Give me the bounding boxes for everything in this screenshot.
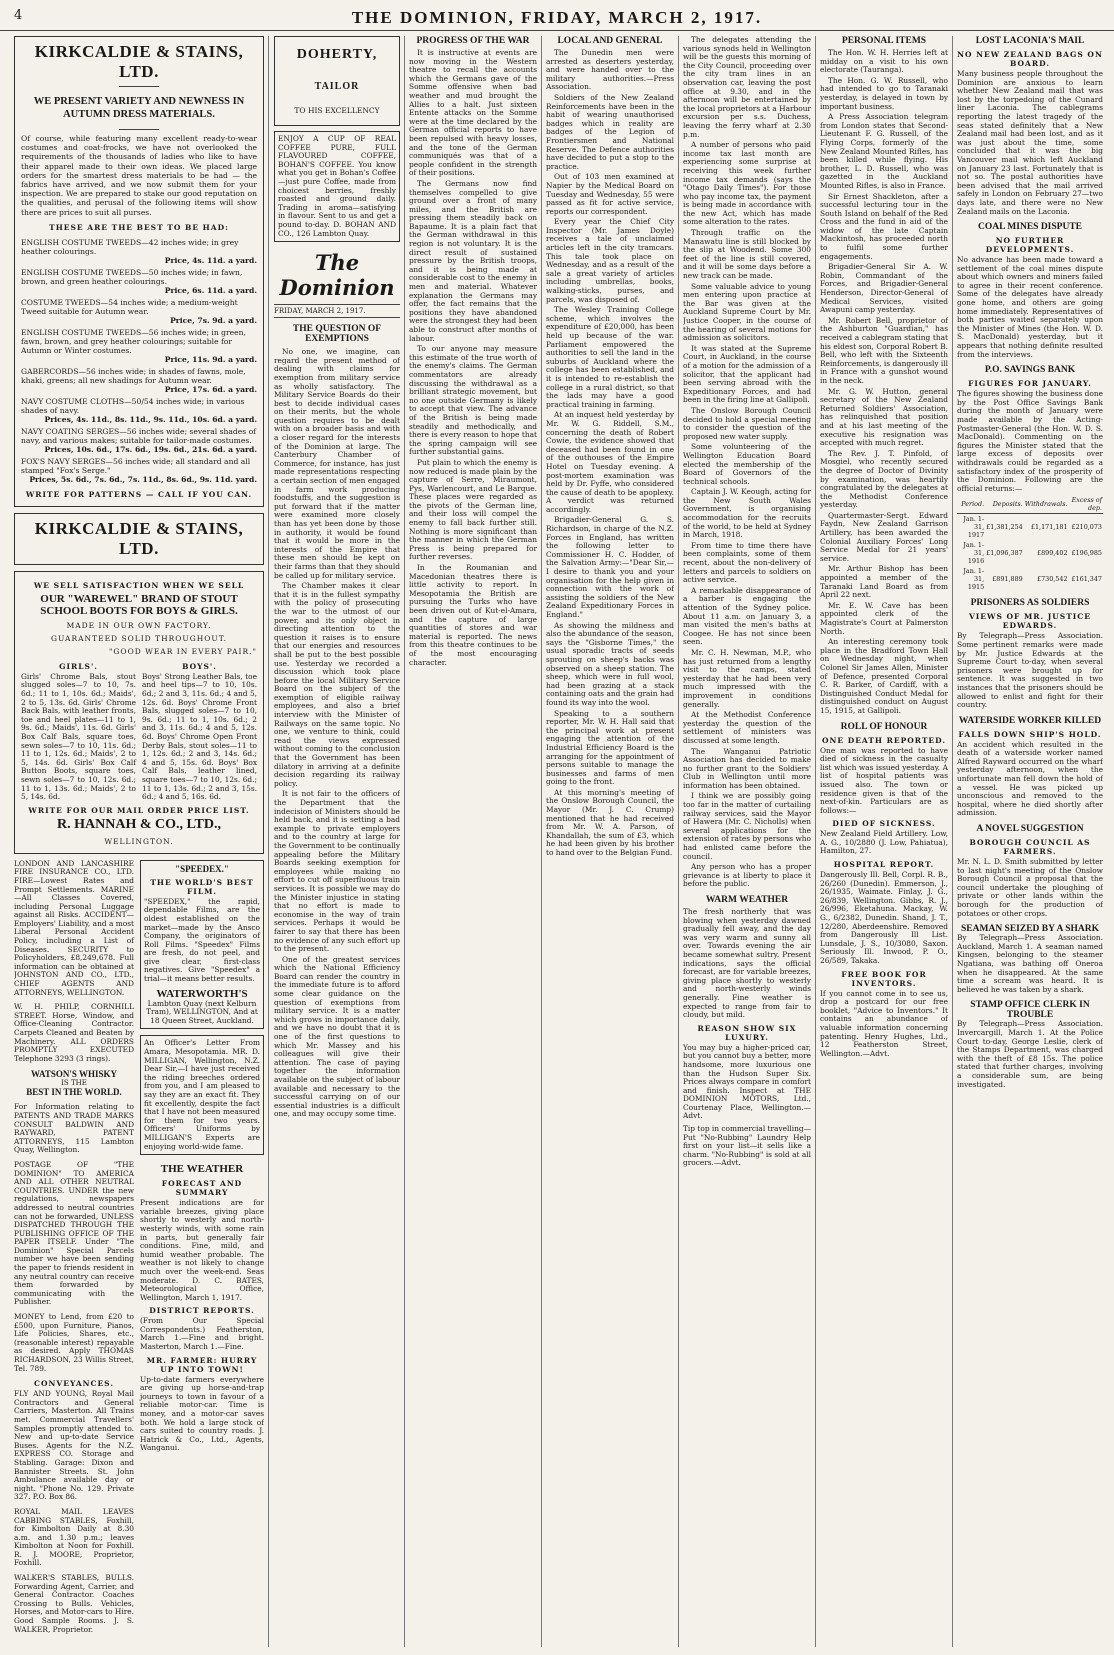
table-row (957, 566, 1103, 592)
girls-label: GIRLS'. (59, 661, 98, 671)
doherty-name: DOHERTY, (296, 47, 378, 62)
local-paragraph: Mr. C. H. Newman, M.P., who has just returned from a lengthy visit to the camps, stated yesterday that he had been very much impressed with the improvement in conditions generally. (683, 647, 811, 709)
prisoners-text: By Telegraph—Press Association. Some pertinent remarks were made by Mr. Justice Edwards at the Supreme Court to-day, when several prisoners were brought up for sentence. It was suggested in two instances that the prisoners should be allowed to enlist and fight for their country. (957, 631, 1103, 710)
warm-weather-text: The fresh northerly that was blowing when yesterday dawned gradually fell away, and the day was very warm and sunny all over. Towards evening the air became somewhat sultry. Present indications, says the official forecast, are for variable breezes, giving place shortly to westerly and north-westerly winds generally. Fine weather is expected to range from fair to cloudy, but mild. (683, 907, 811, 1020)
savings-header-cell: Withdrawals. (1024, 495, 1069, 514)
write-for-patterns: WRITE FOR PATTERNS — CALL IF YOU CAN. (25, 489, 253, 499)
novel-heading: A NOVEL SUGGESTION (976, 824, 1084, 835)
warewel-line-1: OUR "WAREWEL" BRAND OF STOUT (40, 592, 238, 605)
personal-paragraph: Mr. Arthur Bishop has been appointed a member of the Taranaki Land Board as from April 22 next. (820, 564, 948, 600)
forecast-text: Present indications are for variable breezes, giving place shortly to westerly and north-westerly winds, with some rain in parts, but generally fair conditions. Fine, mild, and humid weather probable. The weather is not likely to change much over the week-end. Seas moderate. D. C. BATES, Meteorological Office, Wellington, March 1, 1917. (140, 1198, 264, 1302)
prisoners-heading: PRISONERS AS SOLDIERS (970, 598, 1090, 609)
savings-table (957, 495, 1103, 592)
editorial-paragraph: No one, we imagine, can regard the present method of dealing with claims for exemption from military service as wholly satisfactory. The Military Service Boards do their best to decide individual cases on their merits, but the whole question requires to be dealt with on a broader basis and with a closer regard for the interests of the Dominion at large. The Canterbury Chamber of Commerce, for instance, has just made representations respecting a certain section of men engaged in farm work producing foodstuffs, and the suggestion is put forward that if the matter were examined more closely than has yet been done by those in authority, it would be found that it would be more in the interests of the Empire that these men should be kept on their farms than that they should be called up for military service. (274, 347, 400, 580)
guaranteed-line: GUARANTEED SOLID THROUGHOUT. (50, 633, 228, 643)
watsons-line-3: BEST IN THE WORLD. (26, 1087, 122, 1098)
savings-cell: Jan. 1-31, 1915 (963, 567, 985, 592)
coal-text: No advance has been made toward a settlement of the coal mines dispute about which owners and miners failed to agree in their recent conference. Some of the delegates have already gone home, and others are going home immediately. Representatives of both parties waited separately upon the Minister of Mines (the Hon. W. D. S. MacDonald) yesterday, but it appears that nothing definite resulted from the interviews. (957, 255, 1103, 359)
local-paragraph: Brigadier-General G. S. Richardson, in charge of the N.Z. Forces in England, has written the following letter to Commissioner H. C. Hodder, of the Salvation Army:—"Dear Sir,—I desire to thank you and your organisation for the help given in connection with the work of assisting the soldiers of the New Zealand Expeditionary Forces in England." (546, 515, 674, 619)
coal-heading: COAL MINES DISPUTE (978, 222, 1082, 233)
fabric-item (21, 367, 257, 394)
hannah-city: WELLINGTON. (104, 836, 174, 846)
table-row (957, 540, 1103, 566)
local-paragraph: Any person who has a proper grievance is at liberty to place it before the public. (683, 862, 811, 889)
hannah-name: R. HANNAH & CO., LTD., (57, 816, 221, 832)
prisoners-subheading: VIEWS OF MR. JUSTICE EDWARDS. (968, 612, 1091, 631)
local-paragraph: The Wanganui Patriotic Association has decided to make no further grant to the Soldiers' Club in Wellington until more information has been obtained. (683, 746, 811, 790)
personal-paragraph: A Press Association telegram from London states that Second-Lieutenant F. G. Russell, of the Flying Corps, formerly of the New Zealand Mounted Rifles, has been killed while flying. His brother, L. D. Russell, who was gazetted in the Auckland Mounted Rifles, is also in France. (820, 112, 948, 190)
local-paragraph: The delegates attending the various synods held in Wellington will be the guests this morning of the City Council, proceeding over the city tram lines in an observation car, leaving the post office at 9.30, and in the afternoon will be entertained by the local proprietors at a Harbour excursion per s.s. Duchess, leaving the ferry wharf at 2.30 p.m. (683, 36, 811, 139)
fabric-item (21, 427, 257, 454)
fabric-price: Prices, 4s. 11d., 8s. 11d., 9s. 11d., 10s. 6d. a yard. (44, 414, 257, 424)
autumn-headline: WE PRESENT VARIETY AND NEWNESS IN AUTUMN DRESS MATERIALS. (33, 96, 245, 120)
personal-column (820, 36, 948, 1647)
fabric-item (21, 298, 257, 325)
local-paragraph: Every year the Chief City Inspector (Mr. James Doyle) receives a tale of unclaimed articles left in the city tramcars. This tale took place on Wednesday, and as a result of the sale a great variety of articles including umbrellas, books, walking-sticks, purses, and parcels, was disposed of. (546, 217, 674, 304)
hospital-text: Dangerously Ill. Bell, Corpl. R. B., 26/260 (Dunedin). Emmerson, J., 26/1935, Waimate. Finlay, J. G., 26/839, Wellington. Gibbs, R. J., 26/996, Eketahuna. Mackay, W. G., 6/2382, Dunedin. Shand, J. T., 12/280, Aberdeenshire. Removed from Dangerously Ill List. Lunsdale, J. S., 10/3080, Saxon. Seriously Ill. Inwood, P. O., 26/589, Takaka. (820, 870, 948, 965)
bohan-coffee-advert (274, 131, 400, 242)
novel-text: Mr. N. L. D. Smith submitted by letter to last night's meeting of the Onslow Borough Council a proposal that the council undertake the ploughing of private or other lands within the borough for the production of potatoes or other crops. (957, 857, 1103, 918)
fabric-price: Prices, 5s. 6d., 7s. 6d., 7s. 11d., 8s. 6d., 9s. 11d. yard. (29, 474, 257, 484)
kirkcaldie-boots-advert (14, 513, 264, 565)
fabric-name: ENGLISH COSTUME TWEEDS—56 inches wide; in green, fawn, brown, and grey heather colourings; suitable for Autumn or Winter costumes. (21, 327, 246, 355)
local-body (546, 49, 674, 858)
waterworth-name: WATERWORTH'S (156, 987, 248, 1000)
fabric-item (21, 268, 257, 295)
coal-subheading: NO FURTHER DEVELOPMENTS. (985, 236, 1075, 255)
savings-cell: £899,402 (1037, 549, 1068, 558)
personal-paragraph: Brigadier-General Sir A. W. Robin, Commandant of the Forces, and Brigadier-General Henderson, Director-General of Medical Services, visited Awapuni camp yesterday. (820, 262, 948, 315)
royal-mail-advert: ROYAL MAIL LEAVES CABBING STABLES, Foxhill, for Kimbolton Daily at 8.30 a.m. and 1.30 p.m.; leaves Kimbolton at Noon for Foxhill. R. J. MOORE, Proprietor, Foxhill. (14, 1506, 134, 1568)
fabric-name: NAVY COSTUME CLOTHS—50/54 inches wide; in various shades of navy. (21, 396, 245, 415)
hannah-advert (14, 571, 264, 854)
fabric-list (21, 238, 257, 484)
war-paragraph: It is instructive at events are now moving in the Western theatre to recall the accounts which the Germans gave of the Somme offensive when bad weather and mud brought the Allies to a halt. Just sixteen Entente attacks on the Somme were at the time declared by the German official reports to have been repulsed with heavy losses, and the tone of the German communiqués was that of a people confident in the strength of their positions. (409, 48, 537, 178)
district-heading: DISTRICT REPORTS. (149, 1306, 255, 1316)
died-heading: DIED OF SICKNESS. (832, 819, 936, 829)
kirkcaldie-heading-2: KIRKCALDIE & STAINS, LTD. (34, 518, 244, 558)
dominion-nameplate: The Dominion (279, 250, 395, 301)
savings-cell: Jan. 1-31, 1916 (963, 541, 985, 566)
savings-cell: £196,985 (1071, 549, 1102, 558)
speedex-advert (140, 860, 264, 1030)
speedex-heading: "SPEEDEX." (175, 863, 229, 874)
roll-heading: ROLL OF HONOUR (840, 721, 928, 732)
personal-paragraph: The Rev. J. T. Pinfold, of Mosgiel, who recently secured the degree of Doctor of Divinity by examination, was heartily congratulated by the delegates at the Methodist Conference yesterday. (820, 448, 948, 510)
savings-cell: £1,096,387 (986, 549, 1023, 558)
war-column (409, 36, 537, 1647)
war-body (409, 49, 537, 667)
local-paragraph: Soldiers of the New Zealand Reinforcements have been in the habit of wearing unauthorised badges which in reality are badges of the Legion of Frontiersmen and National Reserve. The Defence authorities have decided to put a stop to the practice. (546, 92, 674, 171)
local-paragraph: The Onslow Borough Council decided to hold a special meeting to consider the question of the proposed new water supply. (683, 405, 811, 441)
fabric-item (21, 397, 257, 424)
savings-subheading: FIGURES FOR JANUARY. (968, 379, 1092, 389)
stamp-text: By Telegraph—Press Association. Invercargill, March 1. At the Police Court to-day, George Leslie, clerk of the Stamps Department, was charged with the theft of £8 15s. The police stated that further charges, involving a considerable sum, are being investigated. (957, 1019, 1103, 1089)
local-paragraph: A number of persons who paid income tax last month are experiencing some surprise at receiving this week further income tax demands (says the "Otago Daily Times"). For those who pay income tax, the payment is being made in accordance with the new Act, which has made some alteration to the rates. (683, 140, 811, 227)
local-continued-column (683, 36, 811, 1647)
laconia-text: Many business people throughout the Dominion are anxious to learn whether New Zealand mail that was lost by the torpedoing of the Cunard liner Laconia. The cablegrams reporting the latest tragedy of the seas stated definitely that a New Zealand mail had been lost, and as it was just about the time, some concluded that it was the big Vancouver mail which left Auckland on January 23 last. Fortunately that is not so. The postal authorities have been advised that the mail arrived safely in London on February 27—two days late, and there were no New Zealand mails on the Laconia. (957, 69, 1103, 216)
savings-text: The figures showing the business done by the Post Office Savings Bank during the month of January were made available by the Acting-Postmaster-General (the Hon. W. D. S. MacDonald). Commenting on the figures the Minister stated that the large excess of deposits over withdrawals could be regarded as a satisfactory index of the prosperity of the Dominion. Following are the official returns:— (957, 389, 1103, 493)
doherty-advert (274, 36, 400, 126)
girls-items: Girls' Chrome Bals, stout slugged soles—7 to 10, 7s. 6d.; 11 to 1, 10s. 6d.; Maids', 2 to 5, 13s. 6d. Girls' Chrome Back Bals, with leather fronts, toe and heel plates—11 to 1, 9s. 6d.; Maids', 11s. 6d. Girls' Box Calf Bals, square toes, sewn soles—7 to 10, 11s. 6d.; 11 to 1, 12s. 6d.; Maids', 2 to 5, 14s. 6d. Girls' Box Calf Button Boots, square toes, sewn soles—7 to 10, 12s. 6d.; 11 to 1, 13s. 6d.; Maids', 2 to 5, 14s. 6d. (21, 671, 136, 802)
personal-heading: PERSONAL ITEMS (841, 36, 927, 46)
fabric-price: Price, 7s. 9d. a yard. (170, 315, 257, 325)
boys-items: Boys' Strong Leather Bals, toe and heel tips—7 to 10, 10s. 6d.; 2 and 3, 11s. 6d.; 4 and 5, 12s. 6d. Boys' Chrome Front Bals, slugged soles—7 to 10, 9s. 6d.; 11 to 1, 10s. 6d.; 2 and 3, 11s. 6d.; 4 and 5, 12s. 6d. Boys' Chrome Open Front Derby Bals, stout soles—11 to 1, 12s. 6d.; 2 and 3, 14s. 6d.; 4 and 5, 15s. 6d. Boys' Box Calf Bals, leather lined, square toes—7 to 10, 12s. 6d.; 11 to 1, 13s. 6d.; 2 and 3, 15s. 6d.; 4 and 5, 16s. 6d. (142, 671, 257, 802)
savings-header-cell: Period. (957, 495, 985, 514)
local-paragraph: I think we are possibly going too far in the matter of curtailing railway services, said the Mayor of Hawera (Mr. C. Nicholls) when several applications for the extension of rates by persons who had enlisted came before the council. (683, 791, 811, 861)
boys-label: BOYS'. (182, 661, 217, 671)
personal-paragraph: The Hon. G. W. Russell, who had intended to go to Taranaki yesterday, is delayed in town by important business. (820, 75, 948, 111)
stamp-heading: STAMP OFFICE CLERK IN TROUBLE (970, 1000, 1090, 1021)
savings-header-row (957, 495, 1103, 514)
hatrick-text: Up-to-date farmers everywhere are giving up horse-and-trap journeys to town in favour of a reliable motor-car. Time is money, and a motor-car saves both. We hold a large stock of cars suited to country roads. J. Hatrick & Co., Ltd., Agents, Wanganui. (140, 1374, 264, 1453)
savings-cell: £1,381,254 (986, 523, 1023, 532)
war-paragraph: Put plain to which the enemy is now reduced is made plain by the capture of Serre, Miraumont, Pys, Warlencourt, and Le Barque. These places were regarded as the pivots of the German line, and their loss will compel the enemy to fall back further still. Nothing is more significant than the manner in which the German Press is being prepared for further reverses. (409, 457, 537, 562)
watsons-line-2: IS THE (61, 1079, 87, 1088)
fly-young-advert: FLY AND YOUNG, Royal Mail Contractors and General Carriers, Masterton. All Trains met. Commercial Travellers' Samples promptly attended to. New and up-to-date Service Buses. Agents for the N.Z. EXPRESS CO. Storage and Stabling. Garage: Dixon and Bannister Streets. St. John Ambulance available day or night. "Phone No. 129. Private 327. P.O. Box 86. (14, 1389, 134, 1502)
personal-paragraph: An interesting ceremony took place in the Bradford Town Hall on Wednesday night, when Colonel Sir James Allen, Minister of Defence, presented Corporal C. R. Barker, of Cardiff, with a Distinguished Conduct Medal for distinguished conduct on August 15, 1915, at Gallipoli. (820, 637, 948, 715)
fabric-price: Price, 6s. 11d. a yard. (164, 285, 257, 295)
savings-heading: P.O. SAVINGS BANK (984, 365, 1076, 376)
war-paragraph: To our anyone may measure this estimate of the true worth of the enemy's claims. The German commentators are already discussing the withdrawal as a brilliant strategic movement, but no one outside Germany is likely to accept that view. The advance of the British is being made steadily and methodically, and there is every reason to hope that the spring campaign will see further substantial gains. (409, 344, 537, 457)
local-column (546, 36, 674, 1647)
local-paragraph: Some valuable advice to young men entering upon practice at the Bar was given at the Auckland Supreme Court by Mr. Justice Cooper, in the course of the hearing of several motions for admission as solicitors. (683, 281, 811, 343)
fabric-name: FOX'S NAVY SERGES—56 inches wide; all standard and all stamped "Fox's Serge." (21, 456, 251, 475)
speedex-sub: THE WORLD'S BEST FILM. (150, 877, 254, 896)
local-continued-body (683, 36, 811, 889)
hatrick-heading: MR. FARMER: HURRY UP INTO TOWN! (146, 1355, 258, 1374)
savings-cell: £1,171,181 (1030, 523, 1068, 532)
fabric-name: GABERCORDS—56 inches wide; in shades of fawns, mole, khaki, greens; all new shadings for Autumn wear. (21, 366, 246, 385)
local-paragraph: It was stated at the Supreme Court, in Auckland, in the course of a motion for the admission of a solicitor, that the applicant had been serving abroad with the Expeditionary Forces, and had been in the firing line at Gallipoli. (683, 343, 811, 405)
novel-subheading: BOROUGH COUNCIL AS FARMERS. (969, 838, 1091, 857)
savings-header-cell: Excess of dep. (1069, 495, 1103, 514)
fabric-price: Price, 4s. 11d. a yard. (164, 255, 257, 265)
free-book-text: If you cannot come in to see us, drop a postcard for our free booklet, "Advice to Inventors." It contains an abundance of valuable information concerning patenting. Henry Hughes, Ltd., 12 Featherston Street, Wellington.—Advt. (820, 988, 948, 1058)
tailor-label: TAILOR (314, 81, 360, 92)
local-paragraph: As showing the mildness and also the abundance of the season, says the "Gisborne Times," the usual sporadic tracts of seeds sprouting on sheep's backs was observed on a sheep station. The sheep, which were in full wool, had been grazing at a stack containing oats and the grain had found its way into the wool. (546, 620, 674, 707)
masthead (0, 6, 1114, 31)
personal-body (820, 49, 948, 716)
laconia-subheading: NO NEW ZEALAND BAGS ON BOARD. (957, 50, 1103, 68)
war-heading: PROGRESS OF THE WAR (416, 36, 530, 46)
conveyances-heading: CONVEYANCES. (34, 1379, 114, 1389)
officers-advert (140, 1035, 264, 1155)
seaman-heading: SEAMAN SEIZED BY A SHARK (961, 924, 1099, 935)
local-paragraph: Some volunteering of the Wellington Education Board elected the membership of the Board of Governors of the technical schools. (683, 442, 811, 486)
walkers-advert: WALKER'S STABLES, BULLS. Forwarding Agent, Carrier, and General Contractor. Coaches Crossing to Bulls. Vehicles, Horses, and Motor-cars to Hire. Good Sample Rooms. J. S. WALKER, Proprietor. (14, 1573, 134, 1634)
editorial-paragraph: The Chamber makes it clear that it is in the fullest sympathy with the policy of prosecuting the war to the utmost of our power, and its only object in directing attention to the question it raises is to ensure that our energies and resources shall be put to the best possible use. Yesterday we recorded a discussion which took place before the local Military Service Board on the subject of the exemption of eligible railway employees, and also a brief interview with the Minister of Railways on the same topic. No one, we venture to think, could read the views expressed without coming to the conclusion that the Government has been dilatory in arriving at a definite decision regarding its railway policy. (274, 581, 400, 788)
fabric-price: Price, 17s. 6d. a yard. (164, 384, 257, 394)
local-paragraph: Speaking to a southern reporter, Mr. W. H. Hall said that the principal work at present engaging the attention of the Industrial Efficiency Board is the arranging for the appointment of persons suitable to manage the businesses and farms of men going to the front. (546, 708, 674, 787)
editorial-paragraph: It is not fair to the officers of the Department that the indecision of Ministers should be held back, and it is setting a bad example to private employers and to the country at large for the Government to be continually appealing before the Military Boards seeking exemption for employees while making no effort to cut off superfluous train services. It is possible we may do the Minister injustice in stating that no effort is made to economise in the way of train services. Perhaps it would be fairer to say that there has been no evidence of any such effort up to the present. (274, 789, 400, 954)
personal-paragraph: The Hon. W. H. Herries left at midday on a visit to his own electorate (Tauranga). (820, 48, 948, 75)
savings-cell: £891,889 (992, 575, 1023, 584)
good-wear-line: "GOOD WEAR IN EVERY PAIR." (108, 646, 257, 656)
table-row (957, 514, 1103, 541)
local-heading: LOCAL AND GENERAL (557, 36, 663, 46)
war-paragraph: The Germans now find themselves compelled to give ground over a front of many miles, and the British are pressing them steadily back on Bapaume. It is a plain fact that the German withdrawal in this region is not voluntary. It is the direct result of sustained pressure by the British troops, and it is being made at considerable cost to the enemy in men and material. Whatever explanation the Germans may offer, the fact remains that the positions they have abandoned were the strongest they had been able to construct after months of labour. (409, 178, 537, 343)
personal-paragraph: Quartermaster-Sergt. Edward Faydn, New Zealand Garrison Artillery, has been awarded the Colonial Auxiliary Forces' Long Service Medal for 21 years' service. (820, 510, 948, 563)
dateline: FRIDAY, MARCH 2, 1917. (274, 304, 400, 318)
laconia-heading: LOST LACONIA'S MAIL (975, 36, 1085, 46)
weather-heading: THE WEATHER (160, 1163, 244, 1176)
postage-notice: POSTAGE OF "THE DOMINION" TO AMERICA AND ALL OTHER NEUTRAL COUNTRIES. UNDER the new regulations, newspapers addressed to neutral countries can not be forwarded, UNLESS DISPATCHED THROUGH THE PUBLISHING OFFICE OF THE PAPER ITSELF. Under "The Dominion" Special Parcels number we have been sending the paper to friends resident in any neutral country can receive them forwarded by communicating with the Publisher. (14, 1159, 134, 1307)
officers-letter: An Officer's Letter From Amara, Mesopotamia. MR. D. MILLIGAN, Wellington, N.Z. Dear Sir,—I have just received the riding breeches ordered from you, and I am pleased to say they are an exact fit. They fit excellently, despite the fact that I have not been measured for them for two years. Officers' Uniforms by MILLIGAN'S Experts are enjoying world-wide fame. (144, 1038, 260, 1151)
waterside-heading: WATERSIDE WORKER KILLED (958, 715, 1102, 726)
mail-order-line: WRITE FOR OUR MAIL ORDER PRICE LIST. (28, 805, 250, 815)
personal-paragraph: Mr. Robert Bell, proprietor of the Ashburton "Guardian," has received a cablegram stating that his eldest son, Corporal Robert B. Bell, who left with the Sixteenth Reinforcements, is dangerously ill in France with a gunshot wound in the neck. (820, 315, 948, 385)
local-paragraph: Out of 103 men examined at Napier by the Medical Board on Tuesday and Wednesday, 55 were passed as fit for active service, reports our correspondent. (546, 172, 674, 216)
local-paragraph: From time to time there have been complaints, some of them recent, about the non-delivery of letters and parcels to soldiers on active service. (683, 540, 811, 585)
fabric-item (21, 238, 257, 265)
personal-paragraph: Mr. G. W. Hutton, general secretary of the New Zealand Returned Soldiers' Association, has relinquished that position and at his last meeting of the executive his resignation was accepted with much regret. (820, 386, 948, 448)
news-column (957, 36, 1103, 1647)
fabric-name: NAVY COATING SERGES—56 inches wide; several shades of navy, and various makes; suitable for tailor-made costumes. (21, 426, 256, 445)
free-book-heading: FREE BOOK FOR INVENTORS. (841, 969, 927, 988)
watsons-advert (14, 1069, 134, 1097)
roll-text: One man was reported to have died of sickness in the casualty list which was issued yesterday. A list of hospital patients was issued also. The town or residence given is that of the next-of-kin. Particulars are as follows:— (820, 745, 948, 815)
watsons-line-1: WATSON'S WHISKY (31, 1069, 117, 1080)
editorial-column (274, 36, 400, 1647)
money-advert: MONEY to Lend, from £20 to £500, upon Furniture, Pianos, Life Policies, Shares, etc., (reasonable interest) repayable as desired. Apply THOMAS RICHARDSON, 23 Willis Street, Tel. 789. (14, 1312, 134, 1373)
editorial-paragraph: One of the greatest services which the National Efficiency Board can render the country in the immediate future is to afford some clear guidance on the question of exemptions from military service. It is a matter which grows in importance daily, and we have no doubt that it is one of the first questions to which Mr. Massey and his colleagues will give their attention. The case of paying together the information available on the subject of labour available and necessary to the successful carrying on of our essential industries is a difficult one, and may occupy some time. (274, 954, 400, 1119)
advert-column (14, 36, 264, 1647)
patents-advert: For Information relating to PATENTS AND TRADE MARKS CONSULT BALDWIN AND RAYWARD, PATENT ATTORNEYS, 115 Lambton Quay, Wellington. (14, 1102, 134, 1155)
savings-cell: £161,347 (1071, 575, 1102, 584)
fabric-item (21, 328, 257, 364)
local-paragraph: At this morning's meeting of the Onslow Borough Council, the Mayor (Mr. J. C. Crump) mentioned that he had received from Mr. W. A. Parson, of Khandallah, the sum of £3, which he had been given by his brother to hand over to the Belgian Fund. (546, 787, 674, 858)
warm-weather-heading: WARM WEATHER (705, 895, 789, 905)
local-paragraph: At an inquest held yesterday by Mr. W. G. Riddell, S.M., concerning the death of Robert Cowie, the evidence showed that deceased had been found in one of the outhouses of the Empire Hotel on Tuesday evening. A post-mortem examination was held by Dr. Fyffe, who considered the cause of death to be apoplexy. A verdict was returned accordingly. (546, 410, 674, 514)
kirkcaldie-advert (14, 36, 264, 507)
district-text: (From Our Special Correspondents.) Featherston, March 1.—Fine and bright. Masterton, March 1.—Fine. (140, 1316, 264, 1352)
reason-text: You may buy a higher-priced car, but you cannot buy a better, more handsome, more luxurious one than the Hudson Super Six. Prices always compare in comfort and finish. Inspect at THE DOMINION MOTORS, Ltd., Courtenay Place, Wellington.—Advt. (683, 1042, 811, 1121)
local-paragraph: At the Methodist Conference yesterday the question of the settlement of ministers was discussed at some length. (683, 710, 811, 745)
savings-cell: £730,542 (1037, 575, 1068, 584)
fabric-item (21, 457, 257, 484)
excellency-label: TO HIS EXCELLENCY (294, 106, 380, 115)
waterside-subheading: FALLS DOWN SHIP'S HOLD. (958, 729, 1102, 739)
local-paragraph: The Wesley Training College scheme, which involves the expenditure of £20,000, has been held up because of the war. Parliament empowered the authorities to sell the land in the suburbs of Auckland where the college has been established, and it is intended to re-establish the college in a rural district, so that the lads may have a good practical training in farming. (546, 305, 674, 409)
kirkcaldie-heading: KIRKCALDIE & STAINS, LTD. (34, 42, 244, 81)
page-number: 4 (14, 8, 23, 23)
bohan-coffee-text: ENJOY A CUP OF REAL COFFEE PURE, FULL FLAVOURED COFFEE, BOHAN'S COFFEE. You know what you get in Bohan's Coffee—just pure Coffee, made from choicest berries, freshly roasted and ground daily. Trading in aroma—satisfying in flavour. Sent to us and get a pound to-day. D. BOHAN AND CO., 126 Lambton Quay. (278, 134, 396, 238)
best-to-be-had: THESE ARE THE BEST TO BE HAD: (49, 222, 229, 232)
warewel-line-2: SCHOOL BOOTS FOR BOYS & GIRLS. (40, 604, 238, 617)
fabric-name: COSTUME TWEEDS—54 inches wide; a medium-weight Tweed suitable for Autumn wear. (21, 297, 238, 316)
fabric-name: ENGLISH COSTUME TWEEDS—50 inches wide; in fawn, brown, and green heather colourings. (21, 267, 243, 286)
newspaper-title: THE DOMINION, FRIDAY, MARCH 2, 1917. (351, 8, 763, 27)
local-paragraph: Through traffic on the Manawatu line is still blocked by the slip at Woodend. Some 300 feet of the line is still covered, and it will be some days before a new track can be made. (683, 228, 811, 281)
forecast-heading: FORECAST AND SUMMARY (161, 1179, 243, 1198)
seaman-text: By Telegraph—Press Association. Auckland, March 1. A seaman named Kingsen, belonging to the steamer Ngatiana, was bathing off Oneroa when he disappeared. At the same time a scream was heard. It is believed he was taken by a shark. (957, 933, 1103, 994)
local-paragraph: Captain J. W. Keough, acting for the New South Wales Government, is organising accommodation for the recruits of the world, to be held at Sydney in March, 1918. (683, 487, 811, 540)
local-paragraph: A remarkable disappearance of a barber is engaging the attention of the Sydney police. About 11 a.m. on January 3, a man visited the men's baths at Coogee. He has not since been seen. (683, 585, 811, 647)
waterworth-address: Lambton Quay (next Kelburn Tram), WELLINGTON, And at 18 Queen Street, Auckland. (146, 998, 258, 1025)
made-in-factory: MADE IN OUR OWN FACTORY. (66, 620, 212, 630)
local-paragraph: The Dunedin men were arrested as deserters yesterday, and were handed over to the military authorities.—Press Association. (546, 48, 674, 92)
war-paragraph: In the Roumanian and Macedonian theatres there is little activity to report. In Mesopotamia the British are pursuing the Turks who have been driven out of Kut-el-Amara, and the capture of large quantities of stores and war material is reported. The news from this theatre continues to be of the most encouraging character. (409, 563, 537, 667)
savings-header-cell: Deposits. (985, 495, 1024, 514)
satisfaction-line: WE SELL SATISFACTION WHEN WE SELL (33, 580, 245, 590)
savings-cell: £210,073 (1071, 523, 1102, 532)
fabric-price: Price, 11s. 9d. a yard. (164, 354, 257, 364)
editorial-heading: THE QUESTION OF EXEMPTIONS (292, 324, 382, 345)
fabric-price: Prices, 10s. 6d., 17s. 6d., 19s. 6d., 21s. 6d. a yard. (44, 444, 257, 454)
hospital-heading: HOSPITAL REPORT. (833, 860, 935, 870)
philp-advert: W. H. PHILP, CORNHILL STREET. Horse, Window, and Office-Cleaning Contractor. Carpets Cleaned and Beaten by Machinery. ALL ORDERS PROMPTLY EXECUTED Telephone 3293 (3 rings). (14, 1002, 134, 1063)
roll-subheading: ONE DEATH REPORTED. (822, 735, 946, 745)
personal-paragraph: Sir Ernest Shackleton, after a successful lecturing tour in the South Island on behalf of the Red Cross and the fund in aid of the widow of the late Captain Mackintosh, has proceeded north to fulfil some further engagements. (820, 191, 948, 261)
autumn-body: Of course, while featuring many excellent ready-to-wear costumes and coat-frocks, we have not overlooked the requirements of the thousands of ladies who like to have their apparel made to their own ideas. We placed large orders for the smartest dress materials to be had — the fabrics have arrived, and we now submit them for your inspection. We are prepared to stake our good reputation on the qualities, and perusal of the following items will show there are prices to suit all purses. (21, 134, 257, 217)
died-text: New Zealand Field Artillery. Low, A. G., 10/2880 (J. Low, Pahiatua), Hamilton, 27. (820, 829, 948, 856)
savings-cell: Jan. 1-31, 1917 (963, 515, 985, 540)
speedex-text: "SPEEDEX," the rapid, dependable Films, are the oldest established on the market—made by the Ansco Company, the originators of Roll Films. "Speedex" Films are fresh, do not peel, and give clear, first-class negatives. Give "Speedex" a trial—it means better results. (144, 896, 260, 984)
editorial-body (274, 348, 400, 1119)
tip-text: Tip top in commercial travelling—Put "No-Rubbing" Laundry Help first on your list—it sells like a charm. "No-Rubbing" is sold at all grocers.—Advt. (683, 1124, 811, 1168)
london-lancashire-advert: LONDON AND LANCASHIRE FIRE INSURANCE CO., LTD. FIRE—Lowest Rates and Prompt Settlements. MARINE—All Classes Covered, including Personal Luggage against all Risks. ACCIDENT—Employers' Liability, and a most Liberal Personal Accident Policy, including a List of Diseases. SECURITY to Policyholders, £8,249,678. Full information can be obtained at JOHNSTON AND CO., LTD., CHIEF AGENTS AND ATTORNEYS, WELLINGTON. (14, 858, 134, 997)
fabric-name: ENGLISH COSTUME TWEEDS—42 inches wide; in grey heather colourings. (21, 237, 239, 256)
personal-paragraph: Mr. E. W. Cave has been appointed clerk of the Magistrate's Court at Palmerston North. (820, 600, 948, 636)
reason-heading: REASON SHOW SIX LUXURY. (697, 1023, 797, 1042)
waterside-text: An accident which resulted in the death of a waterside worker named Alfred Rayward occurred on the wharf yesterday afternoon, when the unfortunate man fell down the hold of a vessel. He was picked up unconscious and removed to the hospital, where he died shortly after admission. (957, 739, 1103, 818)
